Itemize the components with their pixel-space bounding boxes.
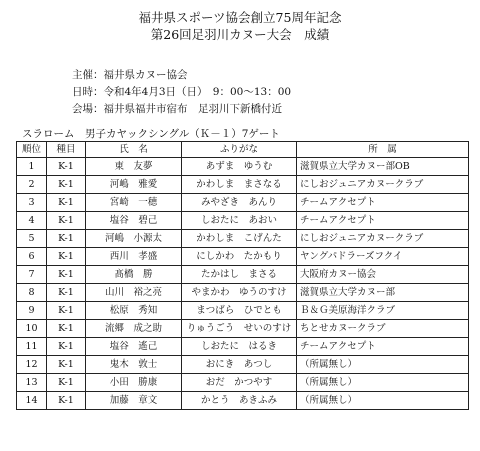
event-type-cell: K-1 (47, 176, 86, 194)
rank-cell: 13 (17, 374, 47, 392)
furigana-cell: かわしま こげんた (182, 230, 297, 248)
furigana-cell: あずま ゆうむ (182, 158, 297, 176)
athlete-name-cell: 流郷 成之助 (86, 320, 182, 338)
event-type-cell: K-1 (47, 158, 86, 176)
team-cell: （所属無し） (297, 356, 469, 374)
team-cell: 大阪府カヌー協会 (297, 266, 469, 284)
rank-cell: 6 (17, 248, 47, 266)
table-row (17, 320, 469, 338)
furigana-cell: にしかわ たかもり (182, 248, 297, 266)
event-type-cell: K-1 (47, 374, 86, 392)
table-row (17, 158, 469, 176)
date-line: 日時：令和4年4月3日（日） 9：00〜13：00 (72, 86, 292, 98)
table-header-row (17, 142, 469, 158)
athlete-name-cell: 山川 裕之亮 (86, 284, 182, 302)
athlete-name-cell: 塩谷 碧己 (86, 212, 182, 230)
event-type-cell: K-1 (47, 302, 86, 320)
athlete-name-cell: 河嶋 雅愛 (86, 176, 182, 194)
document-title: 福井県スポーツ協会創立75周年記念 (138, 10, 342, 25)
furigana-cell: かわしま まさなる (182, 176, 297, 194)
event-type-cell: K-1 (47, 248, 86, 266)
team-cell: チームアクセプト (297, 338, 469, 356)
event-type-cell: K-1 (47, 356, 86, 374)
furigana-cell: おだ かつやす (182, 374, 297, 392)
table-row (17, 212, 469, 230)
table-row (17, 302, 469, 320)
team-cell: ちとせカヌークラブ (297, 320, 469, 338)
team-cell: （所属無し） (297, 374, 469, 392)
athlete-name-cell: 河嶋 小源太 (86, 230, 182, 248)
event-section-title: スラローム 男子カヤックシングル（Ｋ－１）7ゲート (22, 128, 280, 140)
team-cell: Ｂ＆Ｇ美原海洋クラブ (297, 302, 469, 320)
column-header-type: 種目 (47, 142, 86, 158)
rank-cell: 4 (17, 212, 47, 230)
rank-cell: 2 (17, 176, 47, 194)
rank-cell: 3 (17, 194, 47, 212)
furigana-cell: りゅうごう せいのすけ (182, 320, 297, 338)
table-row (17, 356, 469, 374)
rank-cell: 5 (17, 230, 47, 248)
document-subtitle: 第26回足羽川カヌー大会 成績 (150, 27, 330, 42)
athlete-name-cell: 西川 孝盛 (86, 248, 182, 266)
table-row (17, 248, 469, 266)
table-row (17, 230, 469, 248)
table-row (17, 374, 469, 392)
furigana-cell: みやざき あんり (182, 194, 297, 212)
event-type-cell: K-1 (47, 266, 86, 284)
athlete-name-cell: 加藤 章文 (86, 392, 182, 410)
results-table (16, 141, 469, 410)
team-cell: チームアクセプト (297, 212, 469, 230)
furigana-cell: しおたに あおい (182, 212, 297, 230)
team-cell: ヤングパドラーズフクイ (297, 248, 469, 266)
furigana-cell: まつばら ひでとも (182, 302, 297, 320)
table-row (17, 194, 469, 212)
furigana-cell: かとう あきふみ (182, 392, 297, 410)
event-type-cell: K-1 (47, 284, 86, 302)
event-type-cell: K-1 (47, 338, 86, 356)
athlete-name-cell: 東 友夢 (86, 158, 182, 176)
column-header-rank: 順位 (17, 142, 47, 158)
team-cell: 滋賀県立大学カヌー部 (297, 284, 469, 302)
rank-cell: 10 (17, 320, 47, 338)
furigana-cell: おにき あつし (182, 356, 297, 374)
rank-cell: 8 (17, 284, 47, 302)
table-row (17, 266, 469, 284)
furigana-cell: しおたに はるき (182, 338, 297, 356)
athlete-name-cell: 髙橋 勝 (86, 266, 182, 284)
event-type-cell: K-1 (47, 212, 86, 230)
athlete-name-cell: 塩谷 遙己 (86, 338, 182, 356)
event-type-cell: K-1 (47, 194, 86, 212)
table-row (17, 338, 469, 356)
event-type-cell: K-1 (47, 230, 86, 248)
rank-cell: 14 (17, 392, 47, 410)
team-cell: チームアクセプト (297, 194, 469, 212)
rank-cell: 11 (17, 338, 47, 356)
rank-cell: 1 (17, 158, 47, 176)
rank-cell: 12 (17, 356, 47, 374)
venue-line: 会場：福井県福井市宿布 足羽川下新橋付近 (72, 103, 282, 115)
athlete-name-cell: 宮崎 一穂 (86, 194, 182, 212)
rank-cell: 9 (17, 302, 47, 320)
column-header-name: 氏 名 (86, 142, 182, 158)
event-type-cell: K-1 (47, 320, 86, 338)
furigana-cell: たかはし まさる (182, 266, 297, 284)
table-row (17, 284, 469, 302)
team-cell: （所属無し） (297, 392, 469, 410)
table-row (17, 392, 469, 410)
athlete-name-cell: 松原 秀知 (86, 302, 182, 320)
event-type-cell: K-1 (47, 392, 86, 410)
team-cell: 滋賀県立大学カヌー部OB (297, 158, 469, 176)
athlete-name-cell: 鬼木 敦士 (86, 356, 182, 374)
furigana-cell: やまかわ ゆうのすけ (182, 284, 297, 302)
team-cell: にしおジュニアカヌークラブ (297, 230, 469, 248)
organizer-line: 主催：福井県カヌー協会 (72, 69, 188, 81)
rank-cell: 7 (17, 266, 47, 284)
team-cell: にしおジュニアカヌークラブ (297, 176, 469, 194)
column-header-kana: ふりがな (182, 142, 297, 158)
column-header-team: 所 属 (297, 142, 469, 158)
table-row (17, 176, 469, 194)
athlete-name-cell: 小田 勝康 (86, 374, 182, 392)
